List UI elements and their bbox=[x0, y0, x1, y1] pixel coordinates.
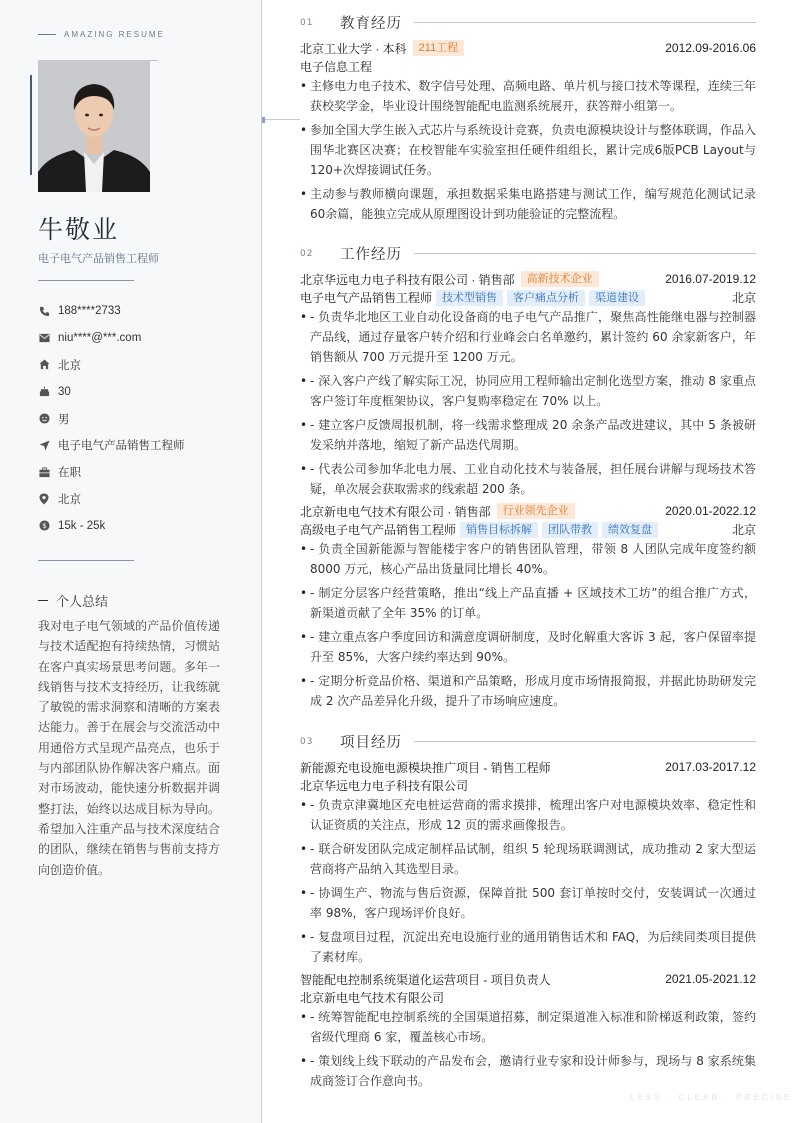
list-item: • - 建立重点客户季度回访和满意度调研制度，及时化解重大客诉 3 起，客户保留率提升至 85%，大客户续约率达到 90%。 bbox=[300, 627, 756, 667]
summary-text: 我对电子电气领域的产品价值传递与技术适配抱有持续热情，习惯站在客户真实场景思考问题。多年一线销售与技术支持经历，让我练就了敏锐的需求洞察和清晰的方案表达能力。善于在展会与交流活动中用通俗方式呈现产品亮点，也乐于与内部团队协作解决客户痛点。面对市场波动，能快速分析数据并调整打法，始终以达成目标为导向。希望加入注重产品与技术深度结合的团队，继续在销售与售前支持方向创造价值。 bbox=[38, 619, 220, 877]
education-row bbox=[300, 39, 756, 58]
job-date: 2016.07-2019.12 bbox=[665, 272, 756, 287]
list-item: • 参加全国大学生嵌入式芯片与系统设计竞赛，负责电源模块设计与整体联调，作品入围华北赛区决赛；在校智能车实验室担任硬件组组长，累计完成6版PCB Layout与120+次焊接调试任务。 bbox=[300, 120, 756, 180]
section-number: 02 bbox=[300, 248, 314, 259]
profile-name: 牛敬业 bbox=[38, 215, 120, 244]
section-rule bbox=[414, 741, 756, 742]
project-org: 北京新电电气技术有限公司 bbox=[300, 991, 445, 1006]
home-icon bbox=[38, 359, 50, 371]
company-tag: 高新技术企业 bbox=[521, 271, 599, 287]
contact-status bbox=[38, 459, 185, 486]
section-title: 教育经历 bbox=[340, 16, 402, 32]
list-item: • - 负责华北地区工业自动化设备商的电子电气产品推广，聚焦高性能继电器与控制器产品线，通过存量客户转介绍和行业峰会白名单邀约，累计签约 60 余家新客户，年销售额从 700 万元提升至 1200 万元。 bbox=[300, 307, 756, 367]
contact-value: niu****@***.com bbox=[58, 332, 142, 345]
contact-salary bbox=[38, 512, 185, 539]
contact-value: 男 bbox=[58, 413, 70, 426]
skill-tag: 销售目标拆解 bbox=[460, 522, 538, 538]
sidebar bbox=[0, 0, 262, 1123]
education-date: 2012.09-2016.06 bbox=[665, 41, 756, 56]
contact-age bbox=[38, 378, 185, 405]
project-name: 新能源充电设施电源模块推广项目 - 销售工程师 bbox=[300, 760, 551, 775]
project-org-row bbox=[300, 989, 756, 1008]
contact-list bbox=[38, 298, 185, 539]
face-icon bbox=[38, 413, 50, 425]
section-rule bbox=[414, 253, 756, 254]
job-company-row bbox=[300, 502, 756, 521]
contact-value: 30 bbox=[58, 385, 71, 398]
contact-location bbox=[38, 486, 185, 513]
briefcase-icon bbox=[38, 466, 50, 478]
company-name: 北京华远电力电子科技有限公司 · 销售部 bbox=[300, 272, 515, 287]
contact-value: 在职 bbox=[58, 467, 81, 480]
cake-icon bbox=[38, 386, 50, 398]
skill-tag: 客户痛点分析 bbox=[507, 290, 585, 306]
school-tag: 211工程 bbox=[413, 40, 465, 56]
project-bullets bbox=[300, 1007, 756, 1091]
list-item: • 主修电力电子技术、数字信号处理、高频电路、单片机与接口技术等课程，连续三年获校奖学金，毕业设计围绕智能配电监测系统展开，获答辩小组第一。 bbox=[300, 76, 756, 116]
list-item: • - 建立客户反馈周报机制，将一线需求整理成 20 余条产品改进建议，其中 5 条被研发采纳并落地，缩短了新产品迭代周期。 bbox=[300, 415, 756, 455]
contact-email bbox=[38, 325, 185, 352]
skill-tag: 绩效复盘 bbox=[602, 522, 658, 538]
list-item: • - 复盘项目过程，沉淀出充电设施行业的通用销售话术和 FAQ，为后续同类项目提供了素材库。 bbox=[300, 927, 756, 967]
coin-icon bbox=[38, 520, 50, 532]
section-rule bbox=[414, 22, 756, 23]
job-bullets bbox=[300, 539, 756, 711]
summary-heading-text: 个人总结 bbox=[56, 595, 109, 610]
connector-line bbox=[262, 119, 300, 120]
summary-heading bbox=[38, 591, 108, 610]
list-item: • - 制定分层客户经营策略，推出“线上产品直播 + 区域技术工坊”的组合推广方式，新渠道贡献了全年 35% 的订单。 bbox=[300, 583, 756, 623]
company-tag: 行业领先企业 bbox=[497, 503, 575, 519]
send-icon bbox=[38, 439, 50, 451]
divider bbox=[38, 280, 134, 281]
mail-icon bbox=[38, 332, 50, 344]
connector-mark bbox=[262, 117, 265, 123]
section-number: 03 bbox=[300, 736, 314, 747]
job-date: 2020.01-2022.12 bbox=[665, 504, 756, 519]
skill-tag: 技术型销售 bbox=[436, 290, 503, 306]
project-entry bbox=[300, 758, 756, 971]
job-city: 北京 bbox=[731, 523, 756, 538]
brand-line bbox=[38, 34, 56, 35]
section-title: 工作经历 bbox=[340, 247, 402, 263]
contact-target bbox=[38, 432, 185, 459]
svg-text:$: $ bbox=[41, 521, 47, 531]
project-entry bbox=[300, 970, 756, 1095]
contact-value: 北京 bbox=[58, 493, 81, 506]
project-bullets bbox=[300, 795, 756, 967]
section-heading-work bbox=[300, 243, 756, 264]
brand-text: AMAZING RESUME bbox=[64, 30, 165, 39]
project-date: 2017.03-2017.12 bbox=[665, 760, 756, 775]
section-heading-education bbox=[300, 12, 756, 33]
brand bbox=[38, 30, 165, 39]
job-position: 高级电子电气产品销售工程师 bbox=[300, 523, 457, 538]
location-icon bbox=[38, 493, 50, 505]
contact-value: 188****2733 bbox=[58, 305, 121, 318]
job-position-row bbox=[300, 289, 756, 308]
education-major-row bbox=[300, 58, 756, 77]
project-row bbox=[300, 970, 756, 989]
list-item: • - 深入客户产线了解实际工况，协同应用工程师输出定制化选型方案，推动 8 家重点客户签订年度框架协议，客户复购率稳定在 70% 以上。 bbox=[300, 371, 756, 411]
skill-tag: 团队带教 bbox=[542, 522, 598, 538]
job-position-row bbox=[300, 521, 756, 540]
education-bullets bbox=[300, 76, 756, 224]
major: 电子信息工程 bbox=[300, 60, 373, 75]
list-item: • - 负责京津冀地区充电桩运营商的需求摸排，梳理出客户对电源模块效率、稳定性和认证资质的关注点，形成 12 页的需求画像报告。 bbox=[300, 795, 756, 835]
phone-icon bbox=[38, 305, 50, 317]
contact-gender bbox=[38, 405, 185, 432]
contact-value: 15k - 25k bbox=[58, 519, 106, 532]
job-company-row bbox=[300, 270, 756, 289]
contact-value: 电子电气产品销售工程师 bbox=[58, 440, 185, 453]
job-bullets bbox=[300, 307, 756, 499]
list-item: • - 联合研发团队完成定制样品试制，组织 5 轮现场联调测试，成功推动 2 家大型运营商将产品纳入其选型目录。 bbox=[300, 839, 756, 879]
skill-tag: 渠道建设 bbox=[589, 290, 645, 306]
list-item: • - 协调生产、物流与售后资源，保障首批 500 套订单按时交付，安装调试一次通过率 98%，客户现场评价良好。 bbox=[300, 883, 756, 923]
job-position: 电子电气产品销售工程师 bbox=[300, 291, 433, 306]
company-name: 北京新电电气技术有限公司 · 销售部 bbox=[300, 504, 491, 519]
photo-accent-bar bbox=[30, 75, 32, 175]
avatar bbox=[38, 60, 150, 192]
section-heading-projects bbox=[300, 731, 756, 752]
list-item: • - 定期分析竞品价格、渠道和产品策略，形成月度市场情报简报，并据此协助研发完成 2 次产品差异化升级，提升了市场响应速度。 bbox=[300, 671, 756, 711]
section-title: 项目经历 bbox=[340, 735, 402, 751]
heading-dash bbox=[38, 600, 48, 601]
list-item: • 主动参与教师横向课题，承担数据采集电路搭建与测试工作，编写规范化测试记录60余篇，能独立完成从原理图设计到功能验证的完整流程。 bbox=[300, 184, 756, 224]
project-name: 智能配电控制系统渠道化运营项目 - 项目负责人 bbox=[300, 972, 551, 987]
education-entry bbox=[300, 39, 756, 228]
contact-home bbox=[38, 352, 185, 379]
list-item: • - 策划线上线下联动的产品发布会，邀请行业专家和设计师参与，现场与 8 家系统集成商签订合作意向书。 bbox=[300, 1051, 756, 1091]
project-org-row bbox=[300, 777, 756, 796]
profile-role: 电子电气产品销售工程师 bbox=[38, 252, 159, 265]
contact-phone bbox=[38, 298, 185, 325]
divider bbox=[38, 560, 134, 561]
job-entry bbox=[300, 270, 756, 503]
list-item: • - 统筹智能配电控制系统的全国渠道招募，制定渠道准入标准和阶梯返利政策，签约省级代理商 6 家，覆盖核心市场。 bbox=[300, 1007, 756, 1047]
list-item: • - 代表公司参加华北电力展、工业自动化技术与装备展，担任展台讲解与现场技术答疑，单次展会获取需求的线索超 200 条。 bbox=[300, 459, 756, 499]
school-name: 北京工业大学 · 本科 bbox=[300, 41, 407, 56]
job-city: 北京 bbox=[731, 291, 756, 306]
project-org: 北京华远电力电子科技有限公司 bbox=[300, 779, 469, 794]
job-entry bbox=[300, 502, 756, 715]
watermark: LESS · CLEAR · PRECISE bbox=[630, 1093, 793, 1102]
project-date: 2021.05-2021.12 bbox=[665, 972, 756, 987]
project-row bbox=[300, 758, 756, 777]
contact-value: 北京 bbox=[58, 359, 81, 372]
section-number: 01 bbox=[300, 17, 314, 28]
list-item: • - 负责全国新能源与智能楼宇客户的销售团队管理，带领 8 人团队完成年度签约额 8000 万元，核心产品出货量同比增长 40%。 bbox=[300, 539, 756, 579]
